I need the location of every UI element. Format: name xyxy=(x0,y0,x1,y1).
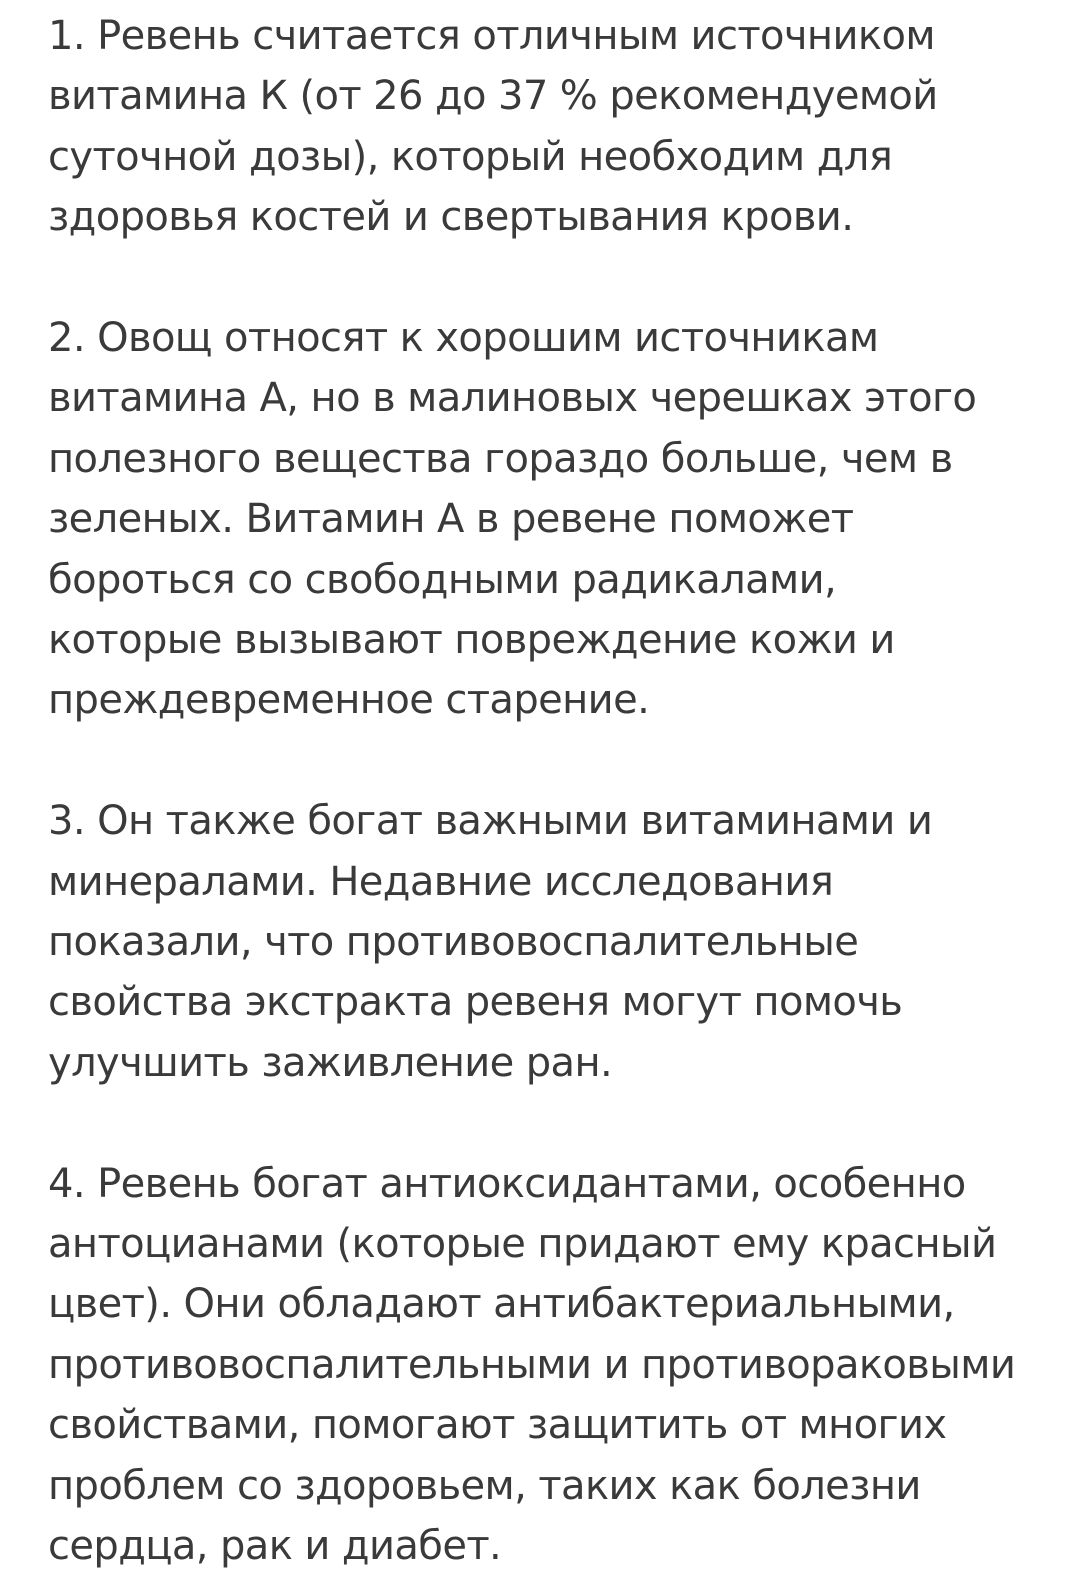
text-line: антоцианами (которые придают ему красный xyxy=(48,1221,997,1268)
text-line: преждевременное старение. xyxy=(48,677,650,724)
text-line: которые вызывают повреждение кожи и xyxy=(48,617,895,664)
text-line: минералами. Недавние исследования xyxy=(48,858,834,905)
text-line: 4. Ревень богат антиоксидантами, особенно xyxy=(48,1160,966,1207)
text-line: проблем со здоровьем, таких как болезни xyxy=(48,1462,921,1509)
text-line: цвет). Они обладают антибактериальными, xyxy=(48,1281,955,1328)
text-line: показали, что противовоспалительные xyxy=(48,919,859,966)
text-line: витамина А, но в малиновых черешках этого xyxy=(48,375,977,422)
text-line: 2. Овощ относят к хорошим источникам xyxy=(48,315,879,362)
text-line: 3. Он также богат важными витаминами и xyxy=(48,798,933,845)
text-line: противовоспалительными и противораковыми xyxy=(48,1341,1016,1388)
article-body xyxy=(48,6,1058,1577)
text-line: полезного вещества гораздо больше, чем в xyxy=(48,435,953,482)
paragraph-4 xyxy=(48,1154,1058,1577)
text-line: улучшить заживление ран. xyxy=(48,1039,613,1086)
text-line: свойства экстракта ревеня могут помочь xyxy=(48,979,903,1026)
text-line: суточной дозы), который необходим для xyxy=(48,133,893,180)
text-line: 1. Ревень считается отличным источником xyxy=(48,13,935,59)
paragraph-1 xyxy=(48,6,1058,248)
paragraph-3 xyxy=(48,791,1058,1093)
text-line: здоровья костей и свертывания крови. xyxy=(48,194,854,241)
text-line: зеленых. Витамин А в ревене поможет xyxy=(48,496,854,543)
text-line: витамина К (от 26 до 37 % рекомендуемой xyxy=(48,73,938,120)
text-line: свойствами, помогают защитить от многих xyxy=(48,1402,947,1449)
paragraph-2 xyxy=(48,308,1058,731)
text-line: сердца, рак и диабет. xyxy=(48,1523,502,1570)
text-line: бороться со свободными радикалами, xyxy=(48,556,837,603)
